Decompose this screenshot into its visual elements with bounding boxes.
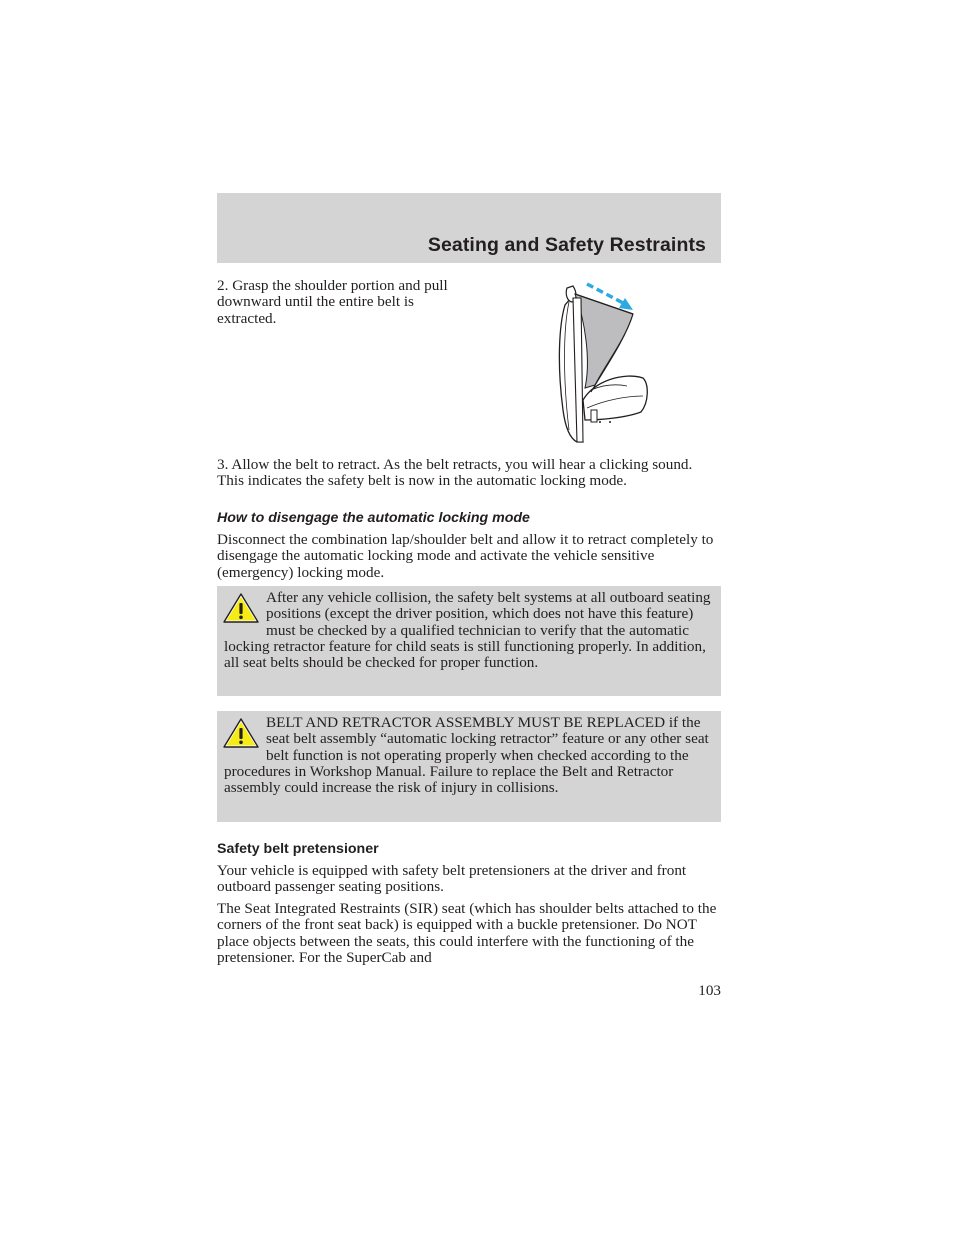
warning-text-2: BELT AND RETRACTOR ASSEMBLY MUST BE REPLACED if the seat belt assembly “automatic locking retractor” feature or any other seat belt function is not operating properly when checked according to the procedures in Workshop Manual. Failure to replace the Belt and Retractor assembly could increase the risk of injury in collisions. [224,714,709,797]
section-title: Seating and Safety Restraints [427,234,706,256]
page-number: 103 [698,982,721,999]
warning-box-2 [217,711,721,822]
step-2-text: 2. Grasp the shoulder portion and pull downward until the entire belt is extracted. [217,277,448,327]
disengage-heading: How to disengage the automatic locking mode [217,510,530,526]
pretensioner-heading: Safety belt pretensioner [217,841,379,857]
warning-triangle-icon [222,592,260,624]
disengage-body: Disconnect the combination lap/shoulder belt and allow it to retract completely to disengage the automatic locking mode and activate the vehicle sensitive (emergency) locking mode. [217,531,714,581]
seat-belt-pull-illustration [555,280,655,445]
header-band [217,193,721,263]
warning-text-1: After any vehicle collision, the safety belt systems at all outboard seating positions (except the driver position, which does not have this feature) must be checked by a qualified technician to verify that the automatic locking retractor feature for child seats is still functioning properly. In addition, all seat belts should be checked for proper function. [224,589,711,672]
pretensioner-para-1: Your vehicle is equipped with safety belt pretensioners at the driver and front outboard passenger seating positions. [217,862,687,896]
warning-box-1 [217,586,721,696]
warning-triangle-icon [222,717,260,749]
step-3-text: 3. Allow the belt to retract. As the belt retracts, you will hear a clicking sound. This indicates the safety belt is now in the automatic locking mode. [217,456,693,490]
pretensioner-para-2: The Seat Integrated Restraints (SIR) seat (which has shoulder belts attached to the corners of the front seat back) is equipped with a buckle pretensioner. Do NOT place objects between the seats, this could interfere with the functioning of the pretensioner. For the SuperCab and [217,900,717,966]
